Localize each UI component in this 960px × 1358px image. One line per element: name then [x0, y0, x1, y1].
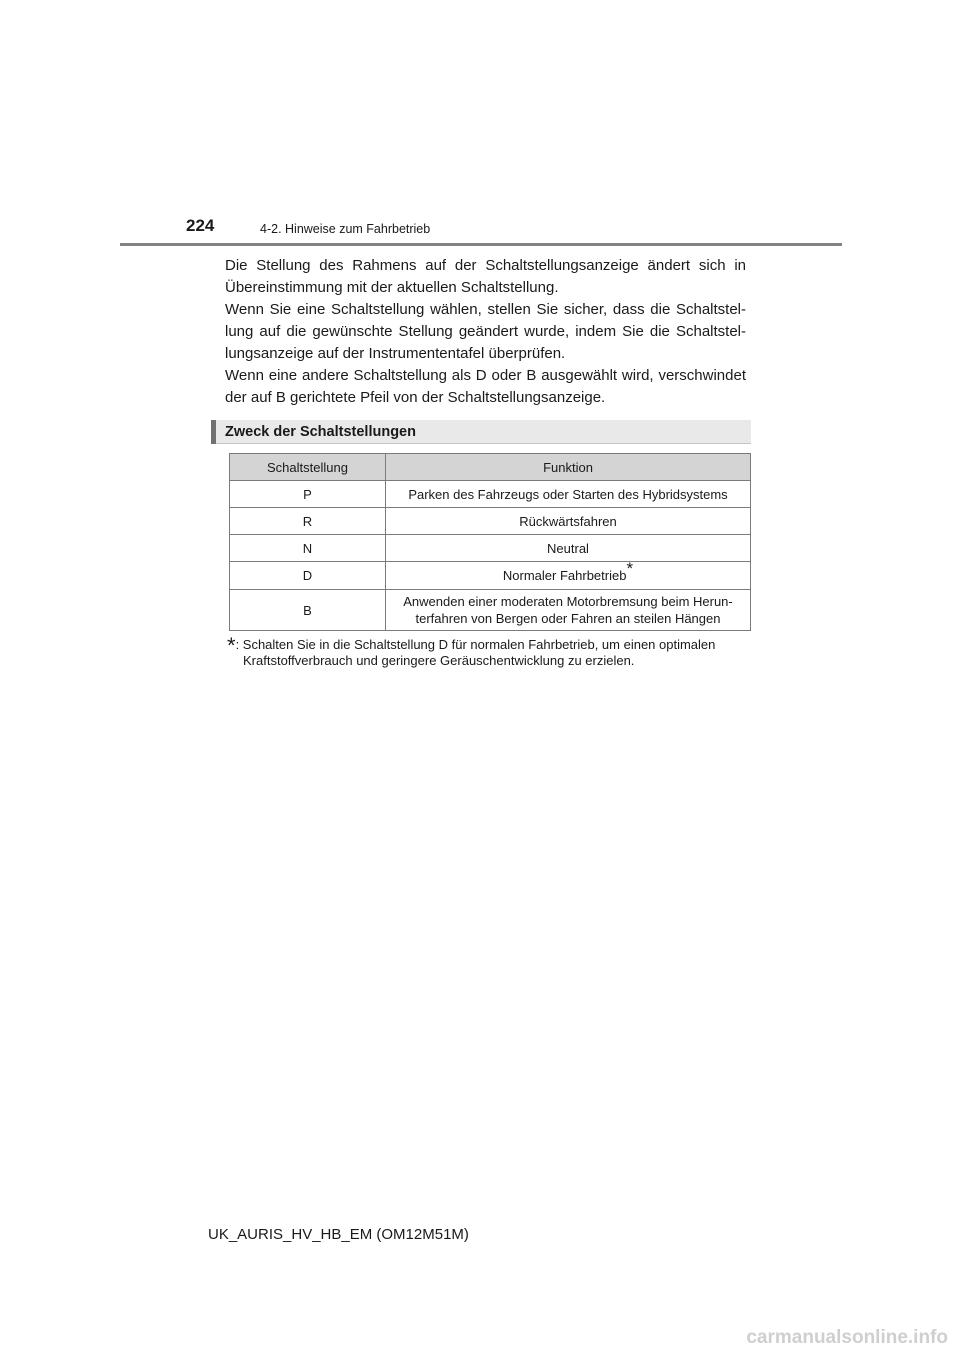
footnote-mark: *	[626, 558, 634, 578]
table-row	[230, 562, 751, 590]
cell-position: B	[230, 590, 386, 631]
column-header-function: Funktion	[386, 454, 751, 481]
table-row	[230, 535, 751, 562]
cell-function-line-2: terfahren von Bergen oder Fahren an steilen Hängen	[415, 611, 721, 626]
table-row	[230, 590, 751, 631]
cell-function: Rückwärtsfahren	[386, 508, 751, 535]
footnote-line-2: Kraftstoffverbrauch und geringere Geräuschentwicklung zu erzielen.	[243, 653, 635, 668]
subheading-shift-positions	[211, 420, 751, 444]
cell-function-line-1: Anwenden einer moderaten Motorbremsung beim Herun-	[403, 594, 733, 609]
paragraph-frame-position: Die Stellung des Rahmens auf der Schaltstellungsanzeige ändert sich in Übereinstimmung mit der aktuellen Schaltstellung.	[225, 257, 746, 296]
cell-function-text: Normaler Fahrbetrieb	[502, 568, 627, 583]
table-row	[230, 508, 751, 535]
cell-function	[386, 590, 751, 631]
footer-document-code: UK_AURIS_HV_HB_EM (OM12M51M)	[208, 1226, 469, 1243]
cell-function	[386, 558, 751, 590]
table-header-row	[230, 454, 751, 481]
watermark: carmanualsonline.info	[746, 1327, 948, 1348]
paragraph-arrow-disappears: Wenn eine andere Schaltstellung als D oder B ausgewählt wird, verschwindet der auf B gerichtete Pfeil von der Schaltstellungsanzeige.	[225, 367, 746, 406]
cell-position: R	[230, 508, 386, 535]
section-title: 4-2. Hinweise zum Fahrbetrieb	[260, 222, 431, 236]
footnote-star: *	[227, 633, 236, 658]
header-rule	[120, 243, 842, 246]
footnote-line-1: : Schalten Sie in die Schaltstellung D für normalen Fahrbetrieb, um einen optimalen	[235, 637, 716, 652]
footnote	[227, 633, 747, 670]
subheading-bar	[211, 420, 216, 444]
cell-function: Parken des Fahrzeugs oder Starten des Hybridsystems	[386, 481, 751, 508]
page-number: 224	[186, 216, 215, 235]
shift-position-table	[229, 453, 751, 631]
cell-position: D	[230, 562, 386, 590]
column-header-position: Schaltstellung	[230, 454, 386, 481]
cell-function: Neutral	[386, 535, 751, 562]
cell-position: P	[230, 481, 386, 508]
cell-position: N	[230, 535, 386, 562]
subheading-label: Zweck der Schaltstellungen	[225, 424, 416, 440]
paragraph-check-shift-position: Wenn Sie eine Schaltstellung wählen, stellen Sie sicher, dass die Schaltstel-lung auf die gewünschte Stellung geändert wurde, indem Sie die Schaltstel-lungsanzeige auf der Instrumententafel überprüfen.	[225, 301, 746, 362]
table-row	[230, 481, 751, 508]
